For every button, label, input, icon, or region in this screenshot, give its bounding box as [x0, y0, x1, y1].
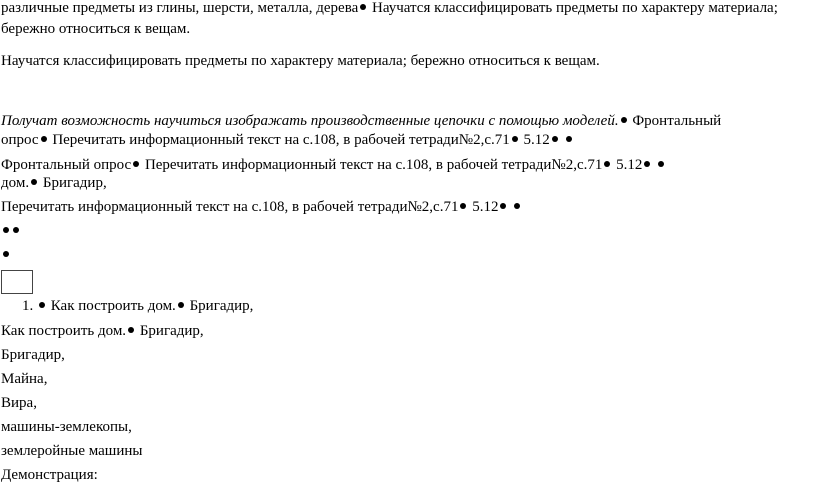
text-fragment: Как построить дом.: [1, 323, 127, 339]
text-fragment: Как построить дом.: [47, 298, 176, 314]
bullet-icon: [41, 136, 47, 142]
text-line: Демонстрация:: [1, 467, 98, 483]
bullet-icon: [13, 227, 19, 233]
text-line: землеройные машины: [1, 443, 143, 459]
bullet-icon: [31, 179, 37, 185]
italic-text: Получат возможность научиться изображать производственные цепочки с помощью моделей.: [1, 113, 619, 129]
text-fragment: 5.12: [612, 157, 643, 173]
bullet-icon: [566, 136, 572, 142]
text-line: [1, 0, 778, 17]
bullet-icon: [133, 161, 139, 167]
bullet-icon: [128, 327, 134, 333]
text-fragment: Бригадир,: [39, 175, 107, 191]
text-fragment: Бригадир,: [185, 298, 254, 314]
text-fragment: Перечитать информационный текст на с.108, в рабочей тетради: [48, 132, 459, 148]
text-line: машины-землекопы,: [1, 419, 132, 435]
text-line: [1, 131, 574, 149]
bullet-icon: [644, 161, 650, 167]
bullet-icon: [621, 117, 627, 123]
text-fragment: Фронтальный опрос: [1, 157, 132, 173]
bullet-icon: [3, 227, 9, 233]
text-fragment: дом.: [1, 175, 30, 191]
text-line: бережно относиться к вещам.: [1, 21, 191, 37]
text-line: [1, 198, 522, 216]
bullet-row: [1, 222, 21, 240]
text-line: Майна,: [1, 371, 48, 387]
bullet-icon: [512, 136, 518, 142]
text-fragment: №2,с.71: [551, 157, 603, 173]
text-line: [1, 174, 107, 192]
text-fragment: Перечитать информационный текст на с.108, в рабочей тетради: [1, 199, 408, 215]
bullet-icon: [460, 203, 466, 209]
bullet-icon: [39, 302, 45, 308]
bullet-row: [1, 246, 11, 264]
text-line: Вира,: [1, 395, 37, 411]
bullet-icon: [552, 136, 558, 142]
text-fragment: опрос: [1, 132, 39, 148]
list-number: 1.: [22, 298, 34, 314]
text-line: Бригадир,: [1, 347, 65, 363]
text-fragment: Фронтальный: [628, 113, 722, 129]
text-line: [1, 156, 666, 174]
list-item: [22, 297, 253, 315]
bullet-icon: [500, 203, 506, 209]
bullet-icon: [360, 4, 366, 10]
text-fragment: 5.12: [468, 199, 499, 215]
text-fragment: Научатся классифицировать предметы по характеру материала;: [368, 0, 778, 16]
text-fragment: различные предметы из глины, шерсти, металла, дерева: [1, 0, 359, 16]
bullet-icon: [514, 203, 520, 209]
empty-table-cell: [1, 270, 33, 294]
text-fragment: №2,с.71: [407, 199, 459, 215]
text-fragment: Бригадир,: [136, 323, 204, 339]
bullet-icon: [178, 302, 184, 308]
text-fragment: 5.12: [519, 132, 550, 148]
text-line: [1, 322, 204, 340]
text-fragment: Перечитать информационный текст на с.108, в рабочей тетради: [141, 157, 552, 173]
text-fragment: №2,с.71: [458, 132, 510, 148]
paragraph: Научатся классифицировать предметы по характеру материала; бережно относиться к вещам.: [1, 53, 600, 69]
bullet-icon: [604, 161, 610, 167]
bullet-icon: [658, 161, 664, 167]
bullet-icon: [3, 251, 9, 257]
text-line: [1, 112, 721, 130]
